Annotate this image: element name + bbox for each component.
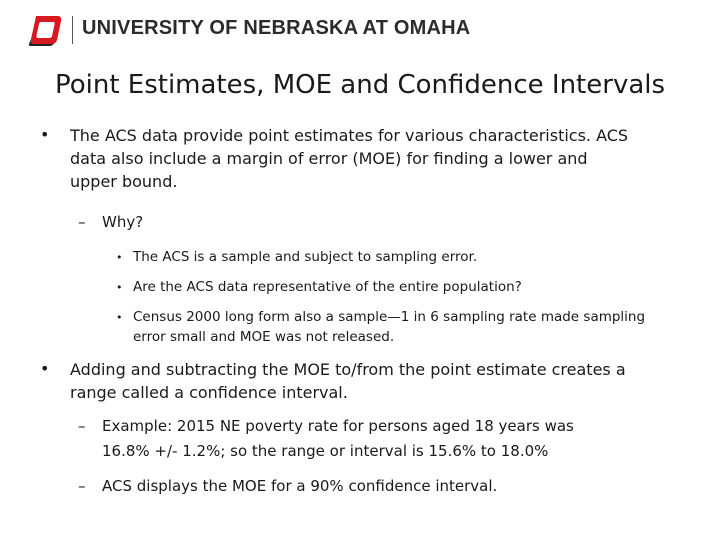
bullet-marker: •: [40, 125, 50, 144]
slide-title: Point Estimates, MOE and Confidence Intervals: [54, 70, 666, 100]
dot-marker: •: [116, 281, 123, 294]
dash-marker: –: [78, 477, 86, 495]
sub-sub-bullet-3-line-2: error small and MOE was not released.: [133, 329, 395, 345]
bullet-1-line-1: The ACS data provide point estimates for various characteristics. ACS: [70, 126, 629, 145]
bullet-1: [70, 124, 710, 193]
sub-bullet-moe: ACS displays the MOE for a 90% confidence interval.: [102, 477, 498, 495]
sub-bullet-why: Why?: [102, 213, 144, 231]
bullet-1-line-3: upper bound.: [70, 172, 178, 191]
dash-marker: –: [78, 417, 86, 435]
unomaha-o-logo-icon: [28, 12, 64, 48]
sub-sub-bullet-3-line-1: Census 2000 long form also a sample—1 in 6 sampling rate made sampling: [133, 309, 646, 325]
header-divider: [72, 16, 73, 44]
dot-marker: •: [116, 251, 123, 264]
sub-bullet-example-line-2: 16.8% +/- 1.2%; so the range or interval is 15.6% to 18.0%: [102, 442, 549, 460]
bullet-2-line-2: range called a confidence interval.: [70, 383, 348, 402]
bullet-1-line-2: data also include a margin of error (MOE) for finding a lower and: [70, 149, 588, 168]
bullet-2-line-1: Adding and subtracting the MOE to/from the point estimate creates a: [70, 360, 626, 379]
dash-marker: –: [78, 213, 86, 231]
dot-marker: •: [116, 311, 123, 324]
header-bar: [0, 0, 720, 62]
bullet-2: [70, 358, 710, 404]
sub-bullet-example-line-1: Example: 2015 NE poverty rate for persons aged 18 years was: [102, 417, 574, 435]
bullet-marker: •: [40, 359, 50, 378]
org-name: UNIVERSITY OF NEBRASKA AT OMAHA: [82, 17, 471, 39]
sub-sub-bullet-3: [133, 307, 713, 347]
sub-sub-bullet-2: Are the ACS data representative of the entire population?: [133, 279, 522, 295]
sub-bullet-example: [102, 414, 702, 464]
sub-sub-bullet-1: The ACS is a sample and subject to sampling error.: [133, 249, 478, 265]
